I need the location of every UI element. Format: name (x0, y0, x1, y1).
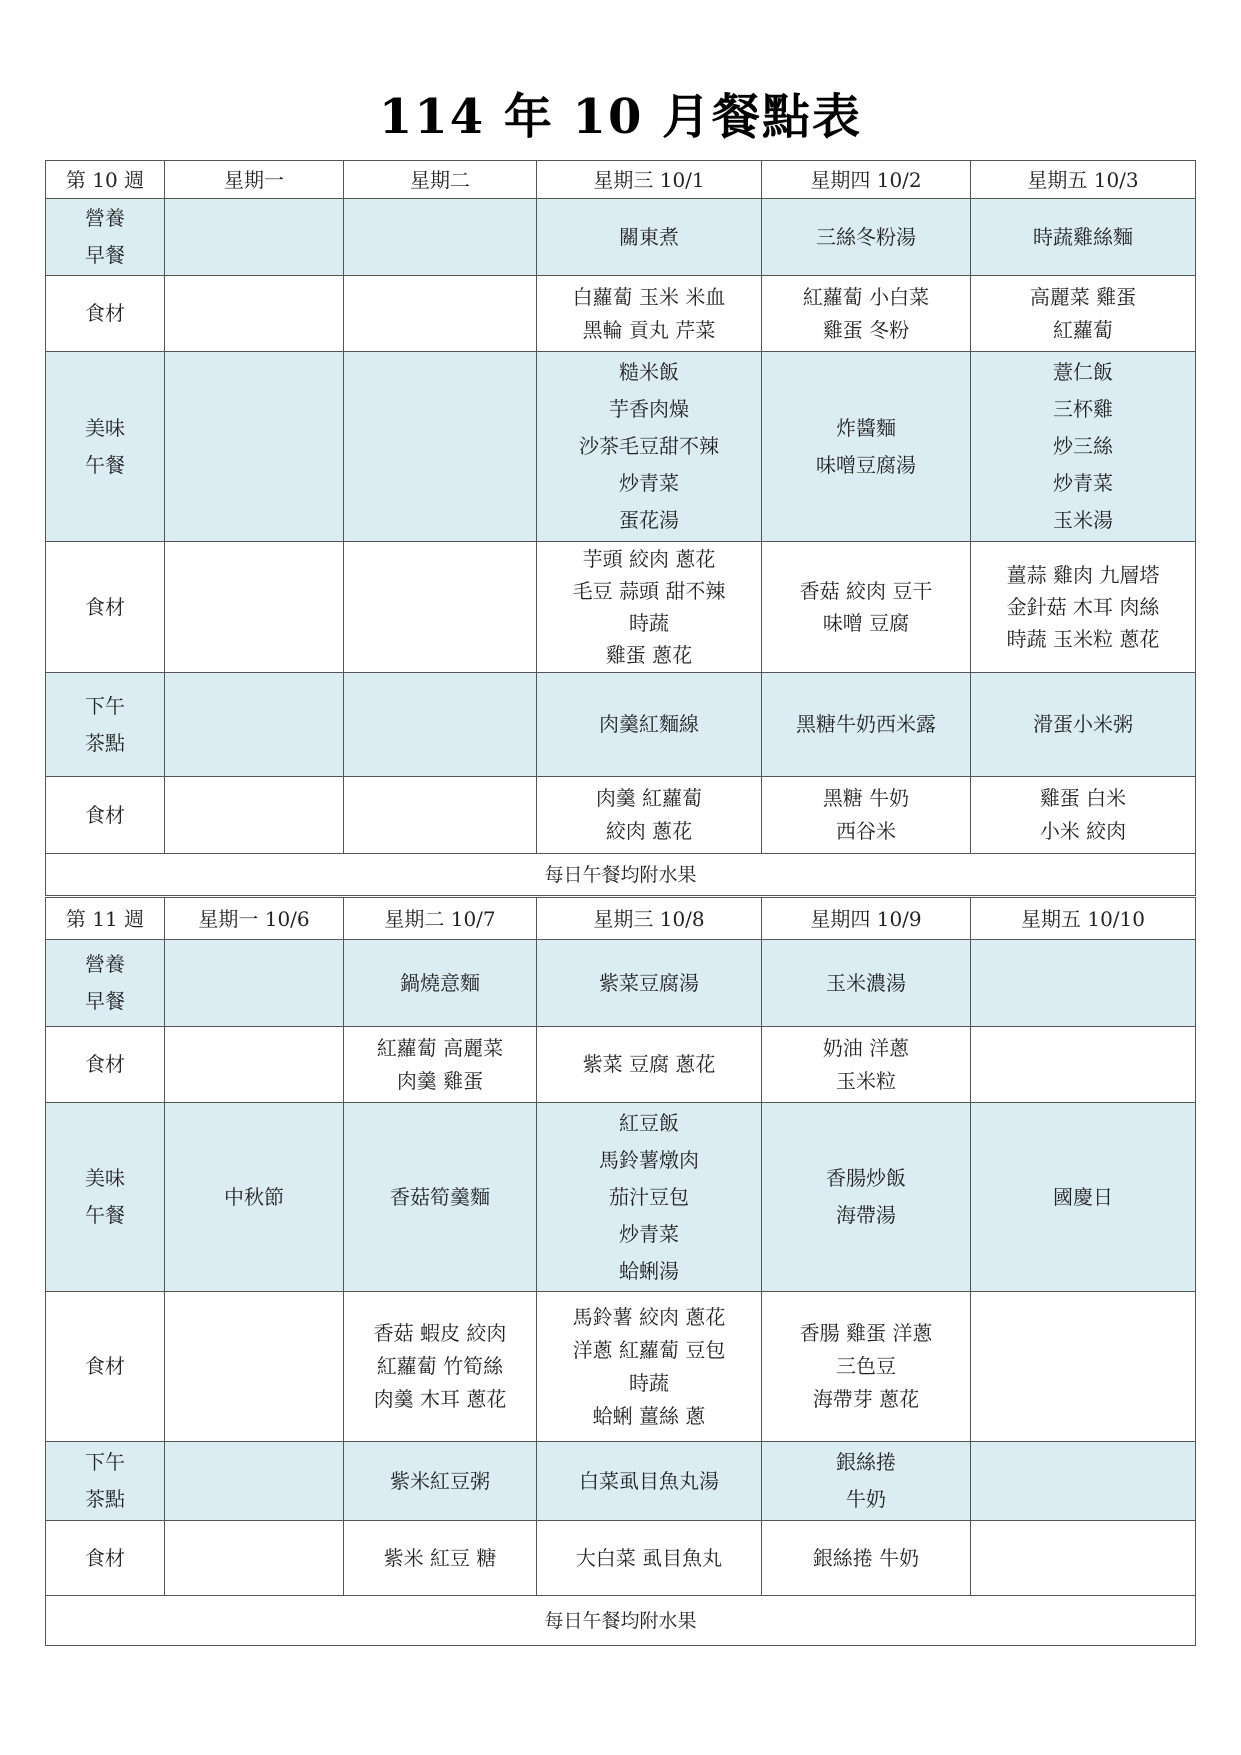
snack-ing-cell (165, 777, 344, 854)
lunch-line: 蛤蜊湯 (619, 1258, 679, 1283)
lunch-ing-cell (537, 542, 762, 673)
lunch-cell (344, 352, 537, 542)
breakfast-ing-cell (537, 1027, 762, 1103)
ingredients-label: 食材 (46, 1027, 165, 1103)
snack-label (46, 1442, 165, 1521)
snack-cell (762, 673, 971, 777)
breakfast-cell (165, 940, 344, 1027)
day-header: 星期一 10/6 (165, 898, 344, 940)
snack-cell (165, 673, 344, 777)
week-10-table (45, 160, 1196, 896)
lunch-label-line: 午餐 (85, 1203, 125, 1227)
breakfast-cell (971, 940, 1196, 1027)
lunch-ing-line: 時蔬 (629, 1370, 669, 1395)
breakfast-cell (762, 199, 971, 276)
lunch-ing-line: 味噌 豆腐 (822, 611, 910, 635)
lunch-ing-line: 時蔬 玉米粒 蔥花 (1006, 627, 1160, 651)
breakfast-ing-line: 高麗菜 雞蛋 (1029, 284, 1137, 309)
lunch-line: 紅豆飯 (619, 1110, 679, 1135)
breakfast-ing-cell (165, 276, 344, 352)
lunch-ing-cell (344, 542, 537, 673)
snack-cell (344, 1442, 537, 1521)
lunch-label (46, 1103, 165, 1292)
breakfast-ing-line: 紅蘿蔔 高麗菜 (376, 1035, 504, 1060)
lunch-line: 香菇筍羹麵 (390, 1184, 490, 1209)
fruit-note: 每日午餐均附水果 (46, 1596, 1196, 1646)
lunch-label-line: 午餐 (85, 452, 125, 477)
snack-cell (971, 673, 1196, 777)
lunch-line: 炒青菜 (619, 1221, 679, 1246)
breakfast-cell (344, 940, 537, 1027)
snack-ing-cell (344, 777, 537, 854)
lunch-label (46, 352, 165, 542)
snack-line: 肉羹紅麵線 (599, 712, 699, 736)
lunch-ing-cell (537, 1292, 762, 1442)
lunch-ing-cell (971, 1292, 1196, 1442)
breakfast-ing-line: 紫菜 豆腐 蔥花 (582, 1052, 716, 1076)
snack-ing-cell (971, 1521, 1196, 1596)
breakfast-label-line: 早餐 (85, 989, 125, 1013)
breakfast-ing-cell (344, 1027, 537, 1103)
day-header: 星期五 10/3 (971, 161, 1196, 199)
lunch-ing-line: 金針菇 木耳 肉絲 (1006, 595, 1160, 619)
breakfast-ing-line: 玉米粒 (836, 1068, 896, 1093)
snack-ing-line: 雞蛋 白米 (1039, 786, 1127, 810)
snack-line: 白菜虱目魚丸湯 (579, 1468, 719, 1493)
snack-ing-line: 大白菜 虱目魚丸 (575, 1545, 723, 1570)
lunch-line: 馬鈴薯燉肉 (599, 1147, 699, 1172)
lunch-line: 芋香肉燥 (609, 397, 689, 421)
fruit-note: 每日午餐均附水果 (46, 854, 1196, 896)
snack-ing-cell (537, 1521, 762, 1596)
breakfast-cell (165, 199, 344, 276)
breakfast-ing-line: 紅蘿蔔 (1053, 317, 1113, 342)
snack-ing-cell (762, 777, 971, 854)
breakfast-ing-line: 黑輪 貢丸 芹菜 (582, 317, 716, 342)
lunch-ing-line: 馬鈴薯 絞肉 蔥花 (572, 1304, 726, 1329)
snack-cell (165, 1442, 344, 1521)
lunch-ing-line: 香菇 蝦皮 絞肉 (373, 1321, 507, 1345)
ingredients-label: 食材 (46, 1521, 165, 1596)
breakfast-ing-cell (344, 276, 537, 352)
lunch-ing-line: 三色豆 (836, 1354, 896, 1378)
day-header: 星期五 10/10 (971, 898, 1196, 940)
lunch-ing-line: 海帶芽 蔥花 (812, 1387, 920, 1411)
snack-ing-cell (165, 1521, 344, 1596)
snack-ing-cell (971, 777, 1196, 854)
ingredients-label: 食材 (46, 1292, 165, 1442)
breakfast-ing-cell (971, 1027, 1196, 1103)
lunch-ing-line: 時蔬 (629, 611, 669, 635)
snack-ing-line: 紫米 紅豆 糖 (383, 1545, 497, 1570)
breakfast-cell (537, 940, 762, 1027)
breakfast-label-line: 營養 (85, 206, 125, 230)
lunch-line: 炒青菜 (1053, 471, 1113, 495)
ingredients-label: 食材 (46, 777, 165, 854)
lunch-line: 香腸炒飯 (826, 1166, 906, 1190)
breakfast-label-line: 早餐 (85, 243, 125, 267)
snack-cell (537, 673, 762, 777)
snack-line: 滑蛋小米粥 (1033, 712, 1133, 736)
lunch-label-line: 美味 (85, 1166, 125, 1190)
lunch-line: 味噌豆腐湯 (816, 452, 916, 477)
lunch-cell (165, 1103, 344, 1292)
snack-label (46, 673, 165, 777)
lunch-cell (971, 1103, 1196, 1292)
breakfast-ing-line: 奶油 洋蔥 (822, 1035, 910, 1060)
lunch-ing-cell (165, 542, 344, 673)
lunch-line: 炒三絲 (1053, 434, 1113, 458)
breakfast-cell (537, 199, 762, 276)
snack-ing-line: 西谷米 (836, 819, 896, 843)
snack-ing-line: 絞肉 蔥花 (605, 819, 693, 843)
lunch-line: 沙茶毛豆甜不辣 (579, 434, 719, 458)
breakfast-ing-cell (762, 276, 971, 352)
breakfast-label-line: 營養 (85, 952, 125, 976)
breakfast-ing-line: 紅蘿蔔 小白菜 (802, 284, 930, 309)
breakfast-cell (971, 199, 1196, 276)
breakfast-ing-line: 肉羹 雞蛋 (396, 1068, 484, 1093)
lunch-ing-cell (165, 1292, 344, 1442)
week-11-table (45, 897, 1196, 1646)
ingredients-label: 食材 (46, 542, 165, 673)
lunch-ing-line: 香菇 絞肉 豆干 (799, 579, 933, 603)
lunch-line: 國慶日 (1053, 1184, 1113, 1209)
lunch-ing-cell (762, 542, 971, 673)
week-label: 第 10 週 (46, 161, 165, 199)
snack-ing-cell (762, 1521, 971, 1596)
lunch-cell (971, 352, 1196, 542)
snack-line: 銀絲捲 (836, 1450, 896, 1474)
lunch-ing-line: 洋蔥 紅蘿蔔 豆包 (572, 1337, 726, 1362)
lunch-ing-line: 薑蒜 雞肉 九層塔 (1006, 563, 1160, 587)
lunch-cell (537, 1103, 762, 1292)
snack-ing-line: 肉羹 紅蘿蔔 (595, 786, 703, 810)
breakfast-ing-line: 白蘿蔔 玉米 米血 (572, 284, 726, 309)
lunch-label-line: 美味 (85, 415, 125, 440)
lunch-line: 茄汁豆包 (609, 1184, 689, 1209)
day-header: 星期一 (165, 161, 344, 199)
lunch-ing-line: 雞蛋 蔥花 (605, 643, 693, 667)
lunch-cell (762, 352, 971, 542)
lunch-ing-cell (762, 1292, 971, 1442)
snack-label-line: 下午 (85, 693, 125, 718)
lunch-ing-line: 芋頭 絞肉 蔥花 (582, 547, 716, 571)
breakfast-label (46, 199, 165, 276)
day-header: 星期四 10/2 (762, 161, 971, 199)
lunch-line: 蛋花湯 (619, 508, 679, 532)
snack-cell (971, 1442, 1196, 1521)
breakfast-ing-cell (165, 1027, 344, 1103)
day-header: 星期四 10/9 (762, 898, 971, 940)
breakfast-ing-line: 雞蛋 冬粉 (822, 317, 910, 342)
lunch-ing-line: 香腸 雞蛋 洋蔥 (799, 1321, 933, 1345)
lunch-cell (165, 352, 344, 542)
breakfast-ing-cell (971, 276, 1196, 352)
lunch-ing-line: 紅蘿蔔 竹筍絲 (376, 1354, 504, 1378)
lunch-cell (762, 1103, 971, 1292)
breakfast-line: 紫菜豆腐湯 (599, 970, 699, 995)
lunch-line: 糙米飯 (619, 360, 679, 384)
lunch-ing-cell (344, 1292, 537, 1442)
snack-line: 牛奶 (846, 1487, 886, 1511)
page-title: 114 年 10 月餐點表 (378, 89, 863, 145)
breakfast-ing-cell (762, 1027, 971, 1103)
snack-line: 紫米紅豆粥 (390, 1468, 490, 1493)
day-header: 星期三 10/8 (537, 898, 762, 940)
day-header: 星期三 10/1 (537, 161, 762, 199)
lunch-line: 炸醬麵 (836, 415, 896, 440)
breakfast-cell (762, 940, 971, 1027)
snack-ing-cell (344, 1521, 537, 1596)
breakfast-line: 關東煮 (619, 224, 679, 249)
breakfast-label (46, 940, 165, 1027)
snack-ing-line: 黑糖 牛奶 (822, 786, 910, 810)
snack-cell (344, 673, 537, 777)
snack-ing-cell (537, 777, 762, 854)
snack-cell (762, 1442, 971, 1521)
breakfast-line: 鍋燒意麵 (400, 970, 480, 995)
snack-label-line: 茶點 (85, 730, 125, 755)
lunch-cell (537, 352, 762, 542)
lunch-line: 海帶湯 (836, 1203, 896, 1227)
breakfast-line: 三絲冬粉湯 (816, 224, 916, 249)
day-header: 星期二 (344, 161, 537, 199)
breakfast-cell (344, 199, 537, 276)
lunch-ing-line: 毛豆 蒜頭 甜不辣 (572, 579, 726, 603)
lunch-line: 中秋節 (224, 1184, 284, 1209)
lunch-ing-cell (971, 542, 1196, 673)
lunch-ing-line: 蛤蜊 薑絲 蔥 (592, 1403, 706, 1428)
lunch-ing-line: 肉羹 木耳 蔥花 (373, 1387, 507, 1411)
breakfast-line: 玉米濃湯 (826, 970, 906, 995)
lunch-cell (344, 1103, 537, 1292)
snack-line: 黑糖牛奶西米露 (796, 712, 936, 736)
snack-ing-line: 銀絲捲 牛奶 (812, 1545, 920, 1570)
lunch-line: 三杯雞 (1053, 397, 1113, 421)
breakfast-line: 時蔬雞絲麵 (1033, 224, 1133, 249)
snack-label-line: 下午 (85, 1450, 125, 1474)
snack-ing-line: 小米 絞肉 (1039, 819, 1127, 843)
ingredients-label: 食材 (46, 276, 165, 352)
week-label: 第 11 週 (46, 898, 165, 940)
breakfast-ing-cell (537, 276, 762, 352)
day-header: 星期二 10/7 (344, 898, 537, 940)
snack-label-line: 茶點 (85, 1487, 125, 1511)
lunch-line: 炒青菜 (619, 471, 679, 495)
lunch-line: 玉米湯 (1053, 508, 1113, 532)
lunch-line: 薏仁飯 (1053, 360, 1113, 384)
snack-cell (537, 1442, 762, 1521)
